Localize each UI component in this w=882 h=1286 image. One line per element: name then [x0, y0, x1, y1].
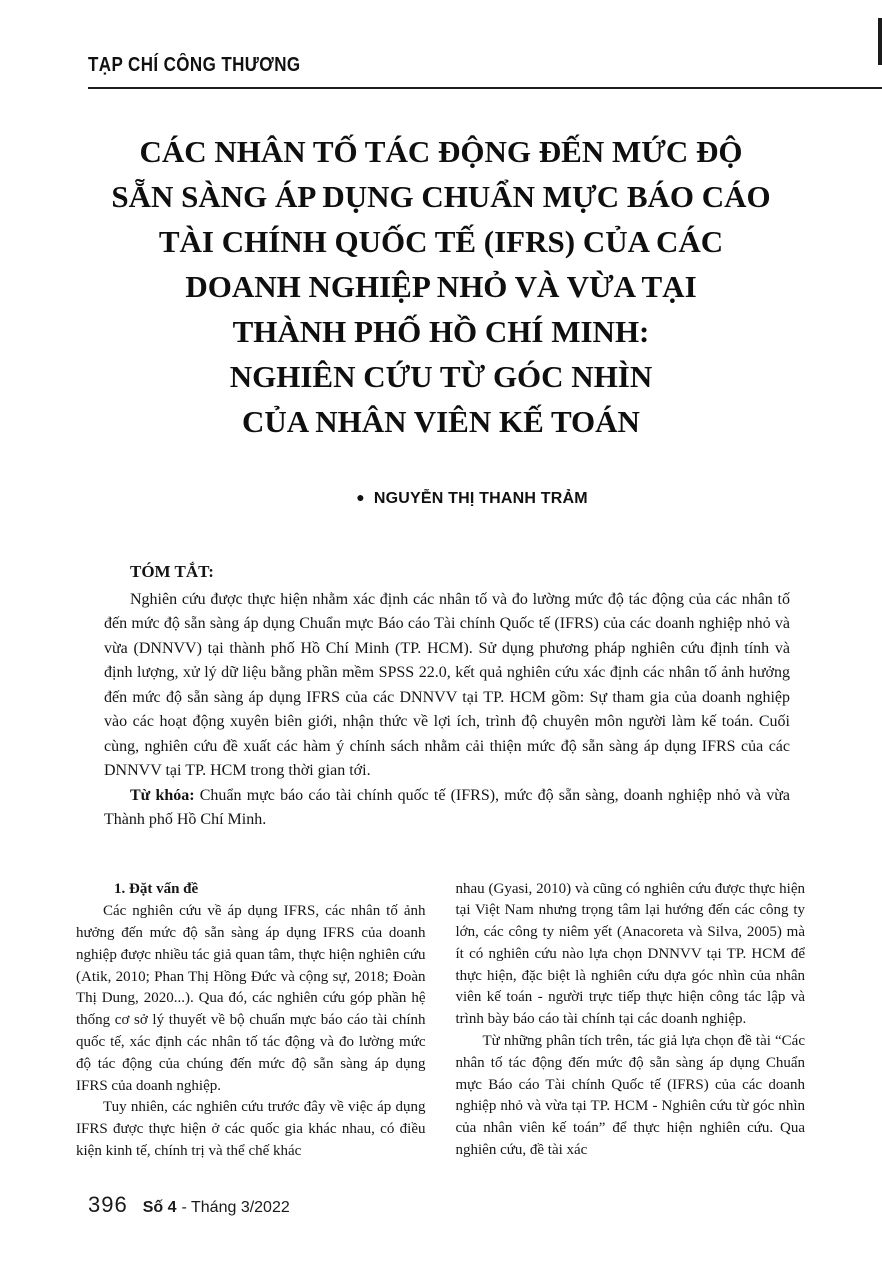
left-column: [76, 879, 426, 1163]
body-paragraph: nhau (Gyasi, 2010) và cũng có nghiên cứu được thực hiện tại Việt Nam nhưng trọng tâm lại hướng đến các công ty lớn, các công ty niêm yết (Anacoreta và Silva, 2005) mà ít có nghiên cứu nào lựa chọn DNNVV tại TP. HCM để thực hiện, đặc biệt là nghiên cứu dựa góc nhìn của nhân viên kế toán - người trực tiếp thực hiện công tác lập và trình bày báo cáo tài chính tại các doanh nghiệp.: [455, 880, 805, 1028]
page-footer: [88, 1192, 290, 1218]
title-line: SẴN SÀNG ÁP DỤNG CHUẨN MỰC BÁO CÁO: [111, 179, 771, 214]
body-paragraph: Tuy nhiên, các nghiên cứu trước đây về việc áp dụng IFRS được thực hiện ở các quốc gia khác nhau, có điều kiện kinh tế, chính trị và thể chế khác: [76, 1099, 426, 1160]
title-line: NGHIÊN CỨU TỪ GÓC NHÌN: [229, 359, 653, 394]
title-line: DOANH NGHIỆP NHỎ VÀ VỪA TẠI: [185, 269, 697, 304]
masthead: [88, 0, 882, 77]
body-columns: [76, 879, 805, 1163]
section-heading: 1. Đặt vấn đề: [114, 880, 199, 897]
issue-date: - Tháng 3/2022: [181, 1199, 290, 1216]
keywords-text: Chuẩn mực báo cáo tài chính quốc tế (IFRS), mức độ sẵn sàng, doanh nghiệp nhỏ và vừa Thành phố Hồ Chí Minh.: [104, 786, 790, 828]
journal-name: TẠP CHÍ CÔNG THƯƠNG: [88, 53, 301, 76]
abstract-text: Nghiên cứu được thực hiện nhằm xác định các nhân tố và đo lường mức độ tác động của các nhân tố đến mức độ sẵn sàng áp dụng Chuẩn mực Báo cáo Tài chính Quốc tế (IFRS) của các doanh nghiệp nhỏ và vừa (DNNVV) tại thành phố Hồ Chí Minh (TP. HCM). Sử dụng phương pháp nghiên cứu định tính và định lượng, xử lý dữ liệu bằng phần mềm SPSS 22.0, kết quả nghiên cứu xác định các nhân tố ảnh hưởng đến mức độ sẵn sàng áp dụng IFRS của các DNNVV tại TP. HCM gồm: Sự tham gia của doanh nghiệp vào các hoạt động xuyên biên giới, nhận thức về lợi ích, trình độ chuyên môn người làm kế toán. Cuối cùng, nghiên cứu đề xuất các hàm ý chính sách nhằm cải thiện mức độ sẵn sàng áp dụng IFRS của các DNNVV tại TP. HCM trong thời gian tới.: [104, 590, 790, 779]
header-rule: [88, 87, 882, 89]
keywords-paragraph: [104, 784, 790, 833]
abstract-heading: TÓM TẮT:: [130, 562, 214, 581]
article-title: [0, 129, 882, 444]
author-name: NGUYỄN THỊ THANH TRẢM: [373, 490, 588, 507]
title-line: TÀI CHÍNH QUỐC TẾ (IFRS) CỦA CÁC: [158, 224, 724, 259]
keywords-label: Từ khóa:: [130, 786, 195, 804]
author-line: [0, 490, 882, 508]
right-column: [456, 879, 806, 1163]
body-paragraph: Từ những phân tích trên, tác giả lựa chọn đề tài “Các nhân tố tác động đến mức độ sẵn sàng áp dụng Chuẩn mực Báo cáo Tài chính Quốc tế (IFRS) của các doanh nghiệp nhỏ và vừa tại TP. HCM - Nghiên cứu từ góc nhìn của nhân viên kế toán” để thực hiện nghiên cứu. Qua nghiên cứu, đề tài xác: [455, 1033, 805, 1159]
page-number: 396: [88, 1192, 128, 1217]
title-line: CỦA NHÂN VIÊN KẾ TOÁN: [242, 404, 640, 439]
page-edge-mark: [878, 18, 882, 65]
issue-label: Số 4: [142, 1199, 177, 1216]
title-line: THÀNH PHỐ HỒ CHÍ MINH:: [232, 314, 650, 349]
abstract-section: [104, 560, 790, 833]
author-bullet-icon: ●: [356, 489, 365, 505]
title-line: CÁC NHÂN TỐ TÁC ĐỘNG ĐẾN MỨC ĐỘ: [139, 134, 743, 169]
body-paragraph: Các nghiên cứu về áp dụng IFRS, các nhân tố ảnh hưởng đến mức độ sẵn sàng áp dụng IFRS của doanh nghiệp được nhiều tác giả quan tâm, thực hiện nghiên cứu (Atik, 2010; Phan Thị Hồng Đức và cộng sự, 2018; Đoàn Thị Dung, 2020...). Qua đó, các nghiên cứu góp phần hệ thống cơ sở lý thuyết về bộ chuẩn mực báo cáo tài chính quốc tế, xác định các nhân tố tác động và đo lường mức độ tác động của chúng đến mức độ sẵn sàng áp dụng IFRS của doanh nghiệp.: [76, 903, 426, 1094]
